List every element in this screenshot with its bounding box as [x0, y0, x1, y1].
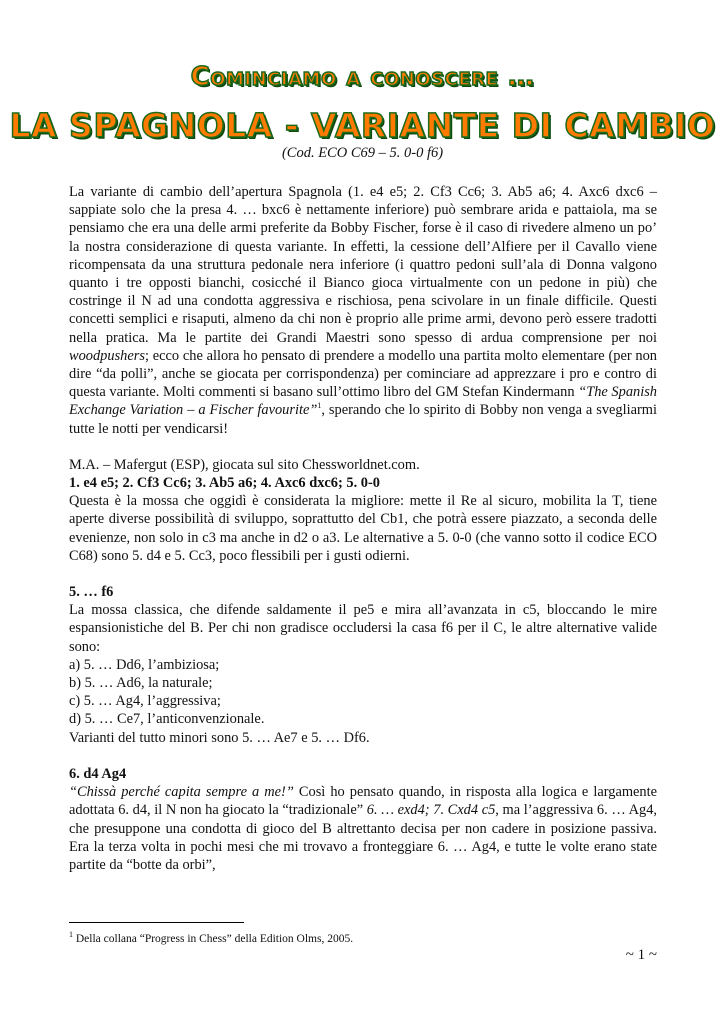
comment3-italic-quote: “Chissà perché capita sempre a me!”	[69, 784, 294, 801]
comment3-text-1: Così ho pensato quando, in risposta alla logica e largamente adottata 6. d4, il N non ha giocato la “tradizionale”	[69, 784, 657, 819]
footnote	[69, 932, 657, 946]
game-moves-3: 6. d4 Ag4	[69, 765, 127, 782]
game-comment-2: La mossa classica, che difende saldamente il pe5 e mira all’avanzata in c5, bloccando le mire espansionistiche del B. Per chi non gradisce occludersi la casa f6 per il C, le altre alternative valide sono:	[69, 602, 657, 655]
article-body	[69, 183, 657, 874]
game-comment-3	[69, 783, 657, 874]
game-comment-1: Questa è la mossa che oggidì è considerata la migliore: mette il Re al sicuro, mobilita la T, tiene aperte diverse possibilità di sviluppo, soprattutto del Cb1, che potrà essere piazzato, a seconda delle evenienze, non solo in c3 ma anche in d2 o a3. Le alternative a 5. 0-0 (che vanno sotto il codice ECO C68) sono 5. d4 e 5. Cc3, poco flessibili per i gusti odierni.	[69, 493, 657, 564]
game-moves-1: 1. e4 e5; 2. Cf3 Cc6; 3. Ab5 a6; 4. Axc6 dxc6; 5. 0-0	[69, 475, 380, 492]
intro-text-2: ; ecco che allora ho pensato di prendere a modello una partita molto elementare (per non dire “da polli”, anche se giocata per corrispondenza) per cominciare ad apprezzare i pro e contro di questa variante. Molti commenti si basano sull’ottimo libro del GM Stefan Kindermann	[69, 347, 657, 401]
intro-italic-woodpushers: woodpushers	[69, 347, 145, 364]
footnote-reference: 1	[317, 401, 322, 411]
game-moves-2: 5. … f6	[69, 584, 114, 601]
alternative-d: d) 5. … Ce7, l’anticonvenzionale.	[69, 711, 265, 728]
title-line-2: LA SPAGNOLA - VARIANTE DI CAMBIO	[9, 106, 716, 145]
comment3-text-2: , ma l’aggressiva 6. … Ag4, che presuppone una condotta di gioco del B altrettanto decisa per non cadere in posizione passiva. Era la terza volta in pochi mesi che mi trovavo a fronteggiare 6. … Ag4, e tutte le volte erano state partite da “botte da orbi”,	[69, 802, 657, 873]
subtitle-eco-code: (Cod. ECO C69 – 5. 0-0 f6)	[281, 145, 444, 161]
footnote-mark: 1	[69, 930, 73, 940]
comment3-italic-moves: 6. … exd4; 7. Cxd4 c5	[366, 802, 496, 819]
alternative-b: b) 5. … Ad6, la naturale;	[69, 675, 213, 692]
minor-variants: Varianti del tutto minori sono 5. … Ae7 e 5. … Df6.	[69, 729, 370, 746]
intro-text-3: , sperando che lo spirito di Bobby non venga a svegliarmi tutte le notti per vendicarsi!	[69, 402, 657, 437]
intro-text-1: La variante di cambio dell’apertura Spagnola (1. e4 e5; 2. Cf3 Cc6; 3. Ab5 a6; 4. Axc6 dxc6 – sappiate solo che la presa 4. … bxc6 è nettamente inferiore) può sembrare arida e pattaiola, ma se pensiamo che era una delle armi preferite da Bobby Fischer, forse è il caso di rivedere almeno un po’ la nostra considerazione di questa variante. In effetti, la cessione dell’Alfiere per il Cavallo viene ricompensata da una struttura pedonale nera inferiore (i quattro pedoni sull’ala di Donna valgono quanto i tre opposti bianchi, cosicché il Bianco gioca virtualmente con un pedone in più) che costringe il N ad una condotta aggressiva e rischiosa, pena scivolare in un finale difficile. Questi concetti semplici e risaputi, almeno da chi non è proprio alle prime armi, devono però essere tradotti nella pratica. Ma le partite dei Grandi Maestri sono spesso di ardua comprensione per noi	[69, 184, 657, 346]
page-number: ~ 1 ~	[625, 947, 657, 963]
game-players: M.A. – Mafergut (ESP), giocata sul sito Chessworldnet.com.	[69, 456, 420, 473]
alternative-a: a) 5. … Dd6, l’ambiziosa;	[69, 656, 220, 673]
intro-italic-book-title: “The Spanish Exchange Variation – a Fischer favourite”	[69, 384, 658, 419]
intro-paragraph	[69, 183, 657, 438]
footnote-separator	[69, 922, 244, 923]
title-line-1: Cominciamo a conoscere …	[190, 62, 535, 92]
alternative-c: c) 5. … Ag4, l’aggressiva;	[69, 693, 221, 710]
footnote-text: Della collana “Progress in Chess” della Edition Olms, 2005.	[73, 933, 354, 945]
